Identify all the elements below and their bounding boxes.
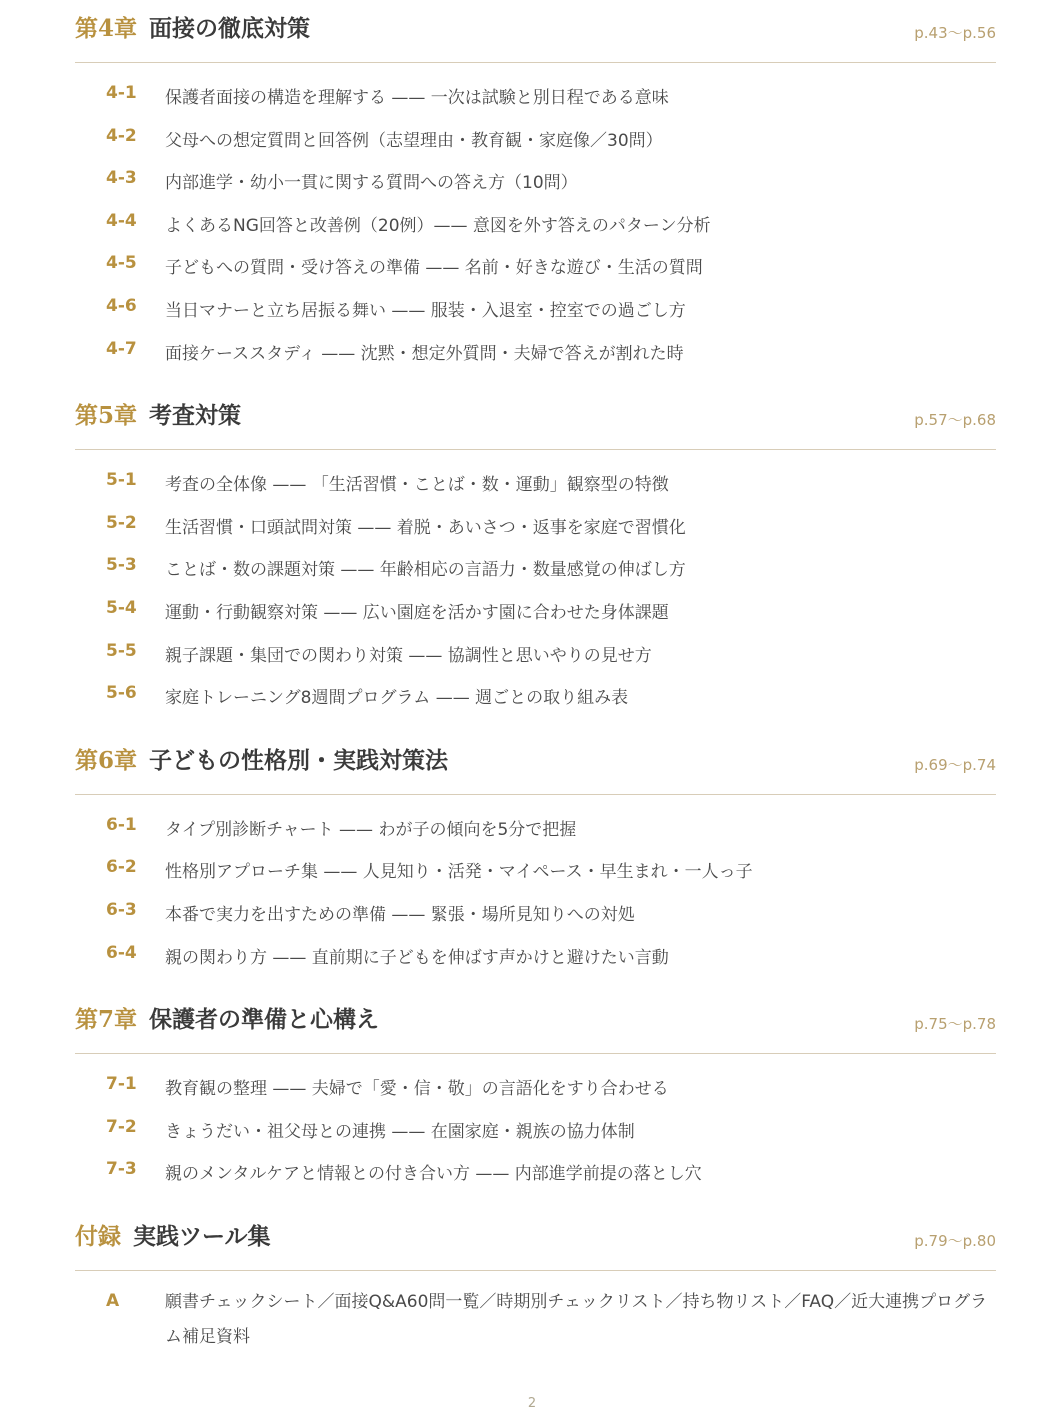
entry-number: 4-6 (106, 295, 137, 316)
entry-number: 5-4 (106, 597, 137, 618)
toc-entry (75, 590, 996, 633)
toc-entry (75, 935, 996, 978)
toc-entry (75, 203, 996, 246)
entry-title: 親のメンタルケアと情報との付き合い方 —— 内部進学前提の落とし穴 (165, 1164, 702, 1185)
chapter-page-range: p.43〜p.56 (914, 24, 996, 42)
entry-number: 6-4 (106, 942, 137, 963)
table-of-contents (75, 0, 996, 1363)
toc-entry (75, 245, 996, 288)
toc-entry (75, 75, 996, 118)
chapter-items (75, 450, 996, 718)
chapter-6 (75, 732, 996, 977)
entry-title: 当日マナーと立ち居振る舞い —— 服装・入退室・控室での過ごし方 (165, 300, 686, 321)
toc-entry (75, 1151, 996, 1194)
chapter-title: 実践ツール集 (133, 1222, 271, 1250)
entry-number: A (106, 1290, 120, 1311)
entry-number: 4-2 (106, 125, 137, 146)
toc-entry (75, 288, 996, 331)
entry-number: 5-5 (106, 640, 137, 661)
chapter-page-range: p.75〜p.78 (914, 1015, 996, 1034)
toc-entry (75, 331, 996, 374)
entry-title: 親の関わり方 —— 直前期に子どもを伸ばす声かけと避けたい言動 (165, 947, 669, 968)
chapter-number: 第6章 (75, 746, 138, 774)
chapter-title: 面接の徹底対策 (149, 15, 311, 42)
toc-entry (75, 462, 996, 505)
toc-entry (75, 1283, 996, 1363)
entry-title: 面接ケーススタディ —— 沈黙・想定外質問・夫婦で答えが割れた時 (165, 343, 684, 364)
entry-number: 5-6 (106, 683, 137, 704)
entry-title: 本番で実力を出すための準備 —— 緊張・場所見知りへの対処 (165, 904, 635, 925)
entry-number: 6-3 (106, 899, 137, 920)
toc-entry (75, 547, 996, 590)
entry-number: 7-1 (106, 1074, 137, 1095)
chapter-number: 第4章 (75, 15, 138, 42)
chapter-label (75, 399, 241, 433)
toc-entry (75, 892, 996, 935)
entry-title: きょうだい・祖父母との連携 —— 在園家庭・親族の協力体制 (165, 1121, 635, 1142)
entry-number: 5-3 (106, 555, 137, 576)
entry-number: 4-1 (106, 83, 137, 103)
toc-entry (75, 633, 996, 676)
entry-title: 家庭トレーニング8週間プログラム —— 週ごとの取り組み表 (165, 688, 629, 709)
chapter-page-range: p.57〜p.68 (914, 411, 996, 430)
entry-title: ことば・数の課題対策 —— 年齢相応の言語力・数量感覚の伸ばし方 (165, 560, 686, 581)
chapter-header (75, 991, 996, 1054)
chapter-label (75, 12, 310, 46)
chapter-items (75, 795, 996, 977)
entry-number: 4-3 (106, 168, 137, 189)
chapter-4 (75, 0, 996, 373)
entry-number: 5-2 (106, 512, 137, 533)
entry-title: 願書チェックシート／面接Q&A60問一覧／時期別チェックリスト／持ち物リスト／FAQ／近大連携プログラム補足資料 (165, 1291, 988, 1347)
chapter-label (75, 1220, 271, 1254)
entry-title: 子どもへの質問・受け答えの準備 —— 名前・好きな遊び・生活の質問 (165, 258, 703, 279)
chapter-number: 第5章 (75, 402, 138, 430)
chapter-header (75, 1208, 996, 1271)
entry-title: 考査の全体像 —— 「生活習慣・ことば・数・運動」観察型の特徴 (165, 475, 669, 496)
chapter-label (75, 1003, 379, 1037)
chapter-header (75, 387, 996, 450)
toc-entry (75, 160, 996, 203)
chapter-7 (75, 991, 996, 1194)
entry-title: タイプ別診断チャート —— わが子の傾向を5分で把握 (165, 819, 577, 840)
entry-title: 保護者面接の構造を理解する —— 一次は試験と別日程である意味 (165, 88, 669, 108)
toc-entry (75, 1109, 996, 1152)
entry-number: 5-1 (106, 470, 137, 491)
chapter-title: 考査対策 (149, 402, 242, 430)
chapter-items (75, 1054, 996, 1194)
entry-title: 内部進学・幼小一貫に関する質問への答え方（10問） (165, 173, 578, 194)
entry-title: 教育観の整理 —— 夫婦で「愛・信・敬」の言語化をすり合わせる (165, 1079, 669, 1100)
toc-entry (75, 807, 996, 850)
toc-entry (75, 849, 996, 892)
chapter-header (75, 732, 996, 795)
page-number: 2 (527, 1396, 537, 1411)
entry-number: 4-7 (106, 338, 137, 359)
chapter-page-range: p.79〜p.80 (914, 1231, 996, 1250)
toc-entry (75, 118, 996, 161)
entry-number: 6-1 (106, 814, 137, 835)
entry-number: 7-3 (106, 1159, 137, 1180)
chapter-header (75, 0, 996, 63)
chapter-items (75, 63, 996, 373)
entry-title: 性格別アプローチ集 —— 人見知り・活発・マイペース・早生まれ・一人っ子 (165, 862, 753, 883)
entry-title: よくあるNG回答と改善例（20例）—— 意図を外す答えのパターン分析 (165, 215, 711, 236)
entry-number: 7-2 (106, 1116, 137, 1137)
chapter-number: 第7章 (75, 1006, 138, 1034)
entry-number: 4-5 (106, 253, 137, 274)
entry-title: 親子課題・集団での関わり対策 —— 協調性と思いやりの見せ方 (165, 645, 652, 666)
entry-number: 4-4 (106, 210, 137, 231)
appendix (75, 1208, 996, 1363)
chapter-page-range: p.69〜p.74 (914, 755, 996, 774)
toc-entry (75, 505, 996, 548)
chapter-title: 子どもの性格別・実践対策法 (149, 746, 449, 774)
toc-entry (75, 1066, 996, 1109)
chapter-5 (75, 387, 996, 718)
entry-title: 運動・行動観察対策 —— 広い園庭を活かす園に合わせた身体課題 (165, 602, 669, 623)
entry-title: 父母への想定質問と回答例（志望理由・教育観・家庭像／30問） (165, 130, 663, 151)
toc-entry (75, 675, 996, 718)
entry-number: 6-2 (106, 857, 137, 878)
chapter-items (75, 1271, 996, 1363)
chapter-label (75, 744, 448, 778)
entry-title: 生活習慣・口頭試問対策 —— 着脱・あいさつ・返事を家庭で習慣化 (165, 517, 686, 538)
chapter-title: 保護者の準備と心構え (149, 1006, 380, 1034)
chapter-number: 付録 (75, 1222, 121, 1250)
